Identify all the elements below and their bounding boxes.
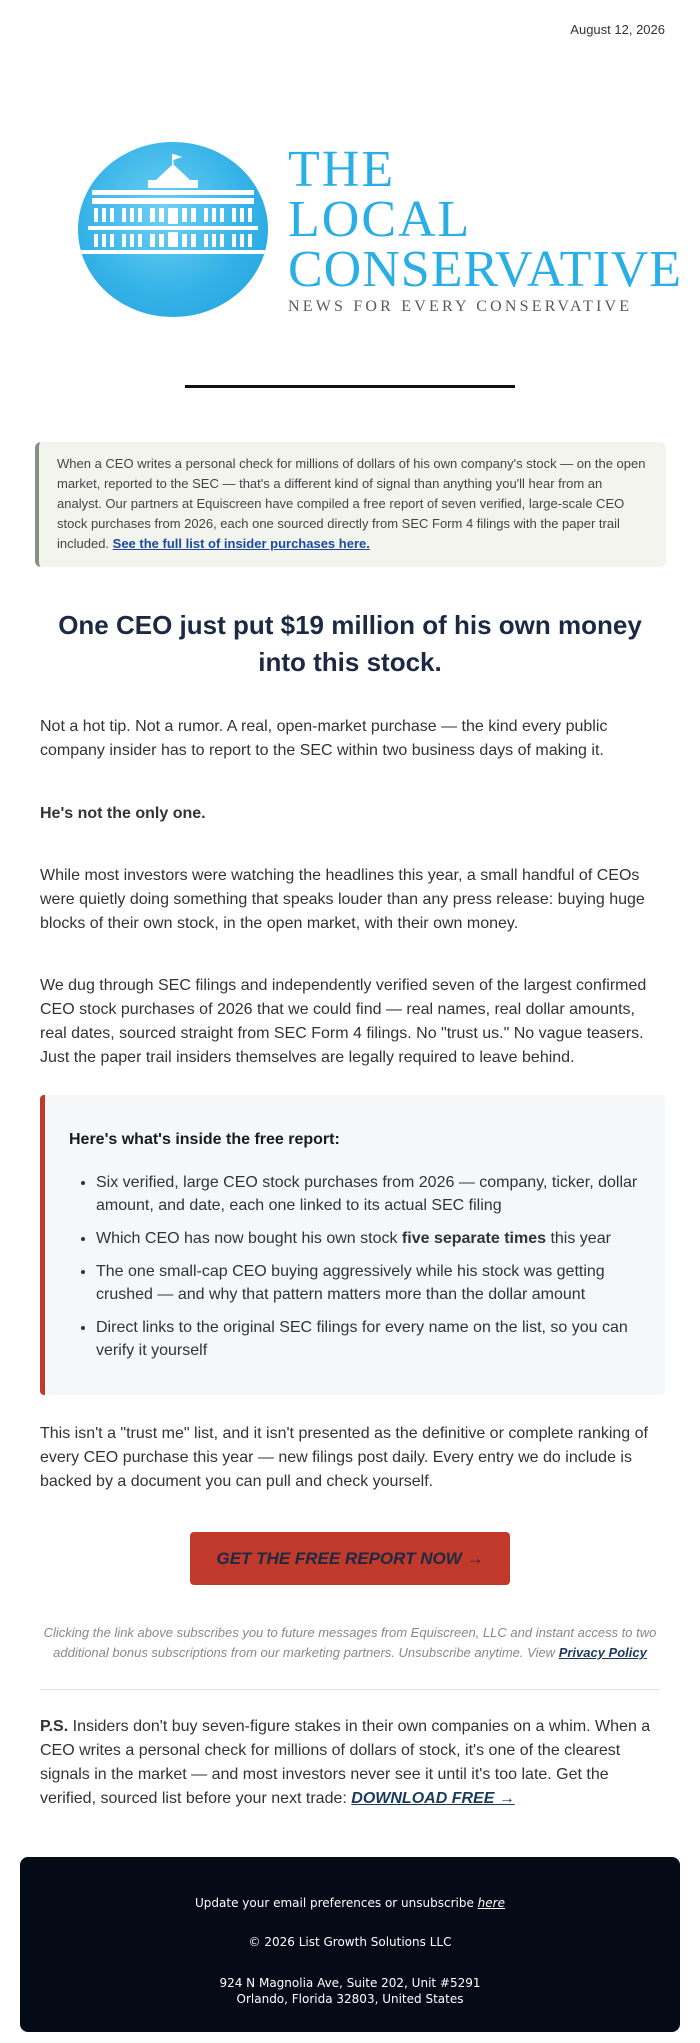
logo-line-the: THE xyxy=(288,141,396,198)
brand-logo xyxy=(78,141,683,317)
preferences-text: Update your email preferences or unsubscribe xyxy=(195,1896,478,1910)
section-divider xyxy=(40,1689,660,1690)
ps-label: P.S. xyxy=(40,1718,69,1735)
report-item-emphasis: five separate times xyxy=(401,1230,546,1247)
body-paragraph-4: We dug through SEC filings and independently verified seven of the largest confirmed CEO stock purchases of 2026 that we could find — real names, real dollar amounts, real dates, sourced straight from SEC Form 4 filings. No "trust us." No vague teasers. Just the paper trail insiders themselves are legally required to leave behind. xyxy=(40,977,647,1066)
logo-line-conservative: CONSERVATIVE xyxy=(288,241,683,298)
body-paragraph-2: He's not the only one. xyxy=(40,805,206,822)
report-contents-box xyxy=(40,1095,665,1395)
body-paragraph-5: This isn't a "trust me" list, and it isn't presented as the definitive or complete ranking of every CEO purchase this year — new filings post daily. Every entry we do include is backed by a document you can pull and check yourself. xyxy=(40,1425,648,1490)
report-item: • Direct links to the original SEC filings for every name on the list, so you can verify it yourself xyxy=(96,1316,646,1362)
report-item: • Six verified, large CEO stock purchases from 2026 — company, ticker, dollar amount, and date, each one linked to its actual SEC filing xyxy=(96,1171,646,1217)
logo-line-local: LOCAL xyxy=(288,191,472,248)
get-free-report-button[interactable]: GET THE FREE REPORT NOW → xyxy=(190,1532,510,1585)
privacy-policy-link[interactable]: Privacy Policy xyxy=(558,1645,647,1660)
report-item xyxy=(96,1227,646,1250)
email-footer xyxy=(20,1857,680,2032)
subscription-disclaimer xyxy=(40,1623,660,1663)
email-date: August 12, 2026 xyxy=(570,22,665,37)
report-item-text: this year xyxy=(546,1230,611,1247)
insider-purchases-link[interactable]: See the full list of insider purchases here. xyxy=(112,536,370,551)
body-paragraph-1: Not a hot tip. Not a rumor. A real, open-market purchase — the kind every public company insider has to report to the SEC within two business days of making it. xyxy=(40,718,608,759)
postscript xyxy=(40,1715,660,1811)
report-title: Here's what's inside the free report: xyxy=(69,1131,340,1148)
body-paragraph-3: While most investors were watching the headlines this year, a small handful of CEOs were quietly doing something that speaks louder than any press release: buying huge blocks of their own stock, in the open market, with their own money. xyxy=(40,867,645,932)
address-line-2: Orlando, Florida 32803, United States xyxy=(236,1992,464,2006)
copyright: © 2026 List Growth Solutions LLC xyxy=(248,1935,452,1949)
intro-text: When a CEO writes a personal check for millions of dollars of his own company's stock — on the open market, reported to the SEC — that's a different kind of signal than anything you'll hear from an analyst. Our partners at Equiscreen have compiled a free report of seven verified, large-scale CEO stock purchases from 2026, each one sourced directly from SEC Form 4 filings with the paper trail included. xyxy=(57,456,646,551)
headline: One CEO just put $19 million of his own money into this stock. xyxy=(58,610,642,677)
ps-text: Insiders don't buy seven-figure stakes in their own companies on a whim. When a CEO writes a personal check for millions of dollars of stock, it's one of the clearest signals in the market — and most investors never see it until it's too late. Get the verified, sourced list before your next trade: xyxy=(40,1718,651,1807)
logo-tagline: NEWS FOR EVERY CONSERVATIVE xyxy=(288,298,633,315)
report-item-text: Which CEO has now bought his own stock xyxy=(96,1230,402,1247)
report-item: • The one small-cap CEO buying aggressively while his stock was getting crushed — and why that pattern matters more than the dollar amount xyxy=(96,1260,646,1306)
brand-wordmark xyxy=(288,142,682,316)
unsubscribe-link[interactable]: here xyxy=(477,1896,505,1910)
report-list xyxy=(72,1171,646,1372)
disclaimer-text: Clicking the link above subscribes you to future messages from Equiscreen, LLC and instant access to two additional bonus subscriptions from our marketing partners. Unsubscribe anytime. View xyxy=(43,1625,657,1660)
header-divider xyxy=(185,385,515,388)
address-line-1: 924 N Magnolia Ave, Suite 202, Unit #5291 xyxy=(219,1976,481,1990)
email-preferences xyxy=(20,1896,680,1910)
mailing-address xyxy=(20,1975,680,2007)
download-free-link[interactable]: DOWNLOAD FREE → xyxy=(351,1790,515,1807)
intro-callout xyxy=(35,442,666,567)
white-house-emblem-icon xyxy=(78,142,268,317)
